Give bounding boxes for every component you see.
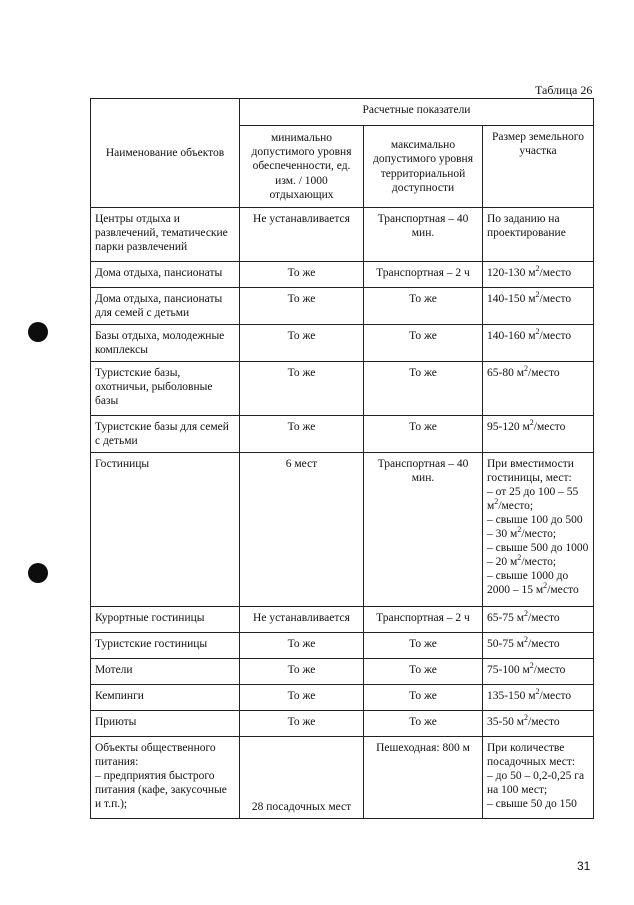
table-body: [91, 208, 594, 819]
cell-max: То же: [364, 685, 483, 711]
cell-area: При вместимости гостиницы, мест: – от 25 до 100 – 55 $м^2$/место; – свыше 100 до 500 – 30 $м^2$/место; – свыше 500 до 1000 – 20 $м^2$/место; – свыше 1000 до 2000 – 15 $м^2$/место: [483, 453, 594, 607]
table-row: [91, 208, 594, 262]
cell-area: При количестве посадочных мест: – до 50 – 0,2-0,25 га на 100 мест; – свыше 50 до 150: [483, 737, 594, 819]
cell-max: Транспортная – 2 ч: [364, 607, 483, 633]
cell-min: То же: [240, 685, 364, 711]
header-max: максимально допустимого уровня территориальной доступности: [364, 126, 483, 208]
cell-area: 35-50 $м^2$/место: [483, 711, 594, 737]
cell-min: 28 посадочных мест: [240, 737, 364, 819]
standards-table: [90, 98, 594, 819]
cell-min: То же: [240, 633, 364, 659]
cell-name: Объекты общественного питания: – предприятия быстрого питания (кафе, закусочные и т.п.);: [91, 737, 240, 819]
punch-hole-top: [28, 322, 48, 342]
cell-min: То же: [240, 288, 364, 325]
cell-area: 65-80 $м^2$/место: [483, 362, 594, 416]
cell-area: 140-150 $м^2$/место: [483, 288, 594, 325]
cell-name: Курортные гостиницы: [91, 607, 240, 633]
table-row: [91, 711, 594, 737]
cell-name: Гостиницы: [91, 453, 240, 607]
cell-area: 135-150 $м^2$/место: [483, 685, 594, 711]
cell-min: То же: [240, 659, 364, 685]
cell-area: 50-75 $м^2$/место: [483, 633, 594, 659]
cell-area: По заданию на проектирование: [483, 208, 594, 262]
table-row: [91, 607, 594, 633]
cell-area: 65-75 $м^2$/место: [483, 607, 594, 633]
table-row: [91, 659, 594, 685]
cell-name: Приюты: [91, 711, 240, 737]
cell-name: Туристские базы, охотничьи, рыболовные базы: [91, 362, 240, 416]
cell-name: Туристские базы для семей с детьми: [91, 416, 240, 453]
cell-area: 95-120 $м^2$/место: [483, 416, 594, 453]
header-row-group: [91, 99, 594, 126]
table-row: [91, 737, 594, 819]
cell-max: Транспортная – 40 мин.: [364, 208, 483, 262]
cell-max: Транспортная – 40 мин.: [364, 453, 483, 607]
table-row: [91, 633, 594, 659]
cell-area: 120-130 $м^2$/место: [483, 262, 594, 288]
cell-name: Дома отдыха, пансионаты для семей с детьми: [91, 288, 240, 325]
table-caption: Таблица 26: [535, 83, 593, 97]
cell-max: То же: [364, 288, 483, 325]
table-row: [91, 416, 594, 453]
cell-max: То же: [364, 711, 483, 737]
header-area: Размер земельного участка: [483, 126, 594, 208]
header-name: Наименование объектов: [91, 99, 240, 208]
table-row: [91, 453, 594, 607]
header-group: Расчетные показатели: [240, 99, 594, 126]
table-row: [91, 325, 594, 362]
cell-min: То же: [240, 416, 364, 453]
cell-min: То же: [240, 711, 364, 737]
cell-area: 140-160 $м^2$/место: [483, 325, 594, 362]
cell-area: 75-100 $м^2$/место: [483, 659, 594, 685]
cell-name: Дома отдыха, пансионаты: [91, 262, 240, 288]
header-min: минимально допустимого уровня обеспеченности, ед. изм. / 1000 отдыхающих: [240, 126, 364, 208]
cell-max: То же: [364, 633, 483, 659]
cell-name: Туристские гостиницы: [91, 633, 240, 659]
cell-name: Мотели: [91, 659, 240, 685]
cell-min: То же: [240, 362, 364, 416]
cell-min: То же: [240, 262, 364, 288]
cell-name: Базы отдыха, молодежные комплексы: [91, 325, 240, 362]
cell-name: Центры отдыха и развлечений, тематические парки развлечений: [91, 208, 240, 262]
cell-min: 6 мест: [240, 453, 364, 607]
cell-name: Кемпинги: [91, 685, 240, 711]
page-number: 31: [577, 859, 591, 873]
cell-min: Не устанавливается: [240, 607, 364, 633]
cell-max: То же: [364, 362, 483, 416]
table-row: [91, 288, 594, 325]
cell-max: То же: [364, 659, 483, 685]
cell-max: Пешеходная: 800 м: [364, 737, 483, 819]
cell-max: То же: [364, 416, 483, 453]
cell-max: То же: [364, 325, 483, 362]
table-row: [91, 685, 594, 711]
punch-hole-bottom: [28, 563, 48, 583]
cell-min: То же: [240, 325, 364, 362]
cell-min: Не устанавливается: [240, 208, 364, 262]
table-row: [91, 362, 594, 416]
table-row: [91, 262, 594, 288]
cell-max: Транспортная – 2 ч: [364, 262, 483, 288]
